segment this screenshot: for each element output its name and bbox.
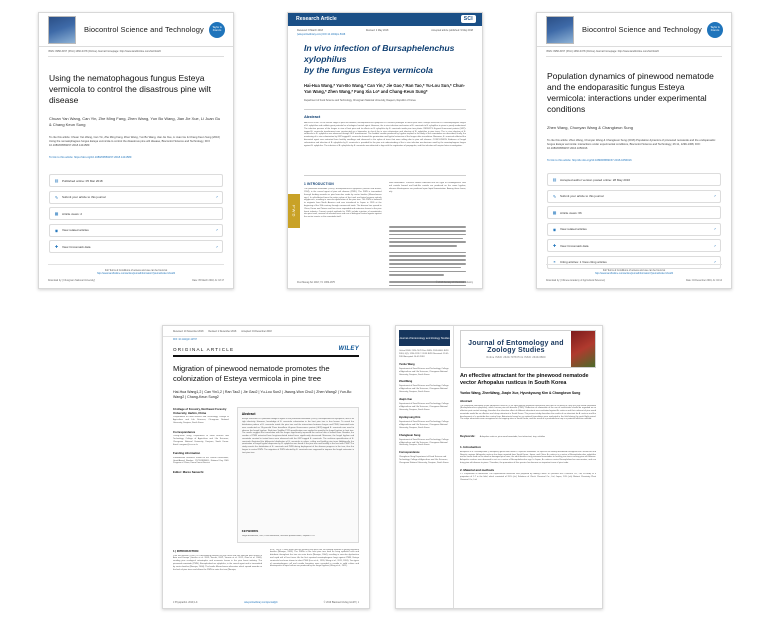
citation-instruction: To cite this article: Chuan Yan Wang, Can Yin, Zhe Ming Fang, Zhen Wang, Yun Bo Wang, Jian Jie Xue, Li Juan Gu & Chang Keun Sung (2016) Using the nematophagous fungus Esteya vermicola to control the disastrous pine wilt disease, Biocontrol Science and Technology, DOI: 10.1080/09583157.2018.1441589 bbox=[49, 136, 220, 147]
abstract-text: Esteya vermicola is a potential biological agent of the pinewood nematode (PWN), Bursaphelenchus xylophilus, due to its high infectivity. However, knowledge of E. vermicola colonization in the host pine tree is less known. To reveal the distribution pattern of E. vermicola inside the pine tree and the interactions between fungus and PWN, laminated tests were conducted on 10-year-old Pinus densiflora. A green fluorescence protein (GFP)-tagged E. vermicola was used to observe the fungal hyphae. Real-time TaqMan PCR quantification was applied to quantify the fungal hyphae in host tree. The results suggest that inoculation with the fungus significantly improved the survival rate of tested trees. Besides, the number of PWN extracted from fungi-inoculated tested trees significantly decreased. Moreover, the fungal hyphae and nematode counted in tested trees were observed with the GFP-tagged E. vermicola. The real-time quantification of E. vermicola illustrated the differential distribution of E. vermicola in xylem, calling and healthy pine trees. Additionally, the penetration of fungal hyphal dispersion by B. xylophilus was found in the pine tree and healthy in the host with PWN. The study reveals the distribution of E. vermicola and PWN during deployment of the disease progress in the tree; thus the fungus to control PWN. The migration of PWN infected by E. vermicola was supposed to improve the fungal extension in host pine tree. bbox=[241, 418, 354, 454]
funding-heading: Funding information bbox=[173, 451, 201, 456]
footer-terms: Full Terms & Conditions of access and use can be found at bbox=[602, 268, 666, 272]
external-link-icon: ↗ bbox=[713, 194, 716, 198]
sidebar-block-correspondence bbox=[399, 451, 450, 465]
document-icon: ▦ bbox=[552, 210, 557, 215]
action-article-views[interactable] bbox=[547, 206, 721, 219]
section-heading-introduction: 1. Introduction bbox=[460, 445, 481, 450]
action-view-related[interactable] bbox=[49, 224, 223, 237]
journal-name: Biocontrol Science and Technology bbox=[582, 25, 702, 34]
journal-masthead bbox=[460, 330, 596, 368]
abstract-block bbox=[304, 109, 466, 176]
masthead-title bbox=[461, 340, 571, 359]
keywords-text: fungal distribution, GFP, Pinus densiflora, real-time quantification, TaqMan PCR bbox=[241, 534, 315, 537]
wiley-logo-icon: WILEY bbox=[338, 346, 359, 352]
correspondence-block bbox=[173, 430, 229, 447]
author-affiliation: Department of Food Science and Technology, College of Agriculture and Life Sciences, Chungnam National University, Daejeon, South Korea bbox=[399, 420, 449, 429]
masthead-title-text: Journal of Entomology and Zoology Studies bbox=[468, 339, 564, 354]
paper-title: Using the nematophagous fungus Esteya vermicola to control the disastrous pine wilt disease bbox=[49, 73, 212, 105]
footer-download-by: Download by: [Chinese Academy of Agricultural Sciences] bbox=[546, 279, 605, 282]
action-label: View Crossmark data bbox=[560, 243, 589, 248]
paper4-title-bar bbox=[163, 341, 369, 352]
action-label: Submit your article to this journal bbox=[62, 195, 106, 199]
footer-copyright: © 2018 Society of Chemical Industry bbox=[435, 282, 473, 284]
external-link-icon: ↗ bbox=[215, 228, 218, 232]
journal-badge-label: Journal of Entomology and Zoology Studies bbox=[399, 336, 450, 340]
action-view-crossmark[interactable] bbox=[547, 239, 721, 252]
paper-authors: Hai-Hua Wang,* Yun-Bo Wang,* Can Yin,* Jie Gao,* Ran Tao,* Yu-Lou Sun,* Chun-Yan Wang,* Zhen Wang,* Fang Xia Lo* and Chang-Keun Sung* bbox=[304, 83, 465, 94]
article-type: ORIGINAL ARTICLE bbox=[173, 346, 235, 352]
section-text-introduction: Arhopalus is a Cerambycidae (Coleoptera) genus with about 15 species worldwide. Its species are widely distributed throughout the Palaearctic and Nearctic regions. Arhopalus rusticus has been reported from South Korea, Japan, and China. A. rusticus is a vector of Bursaphelenchus xylophilus and its larvae feed on the dead or damaged pine trees; the adult beetles carry pinewood nematodes to healthy pine trees causing pine wilt disease. Arhopalus rusticus was observed to act as a vector of Bursaphelenchus spp. In Japan, A. rusticus carries Bursaphelenchus mucronatus, and can bring pine wilt disease to pines. Therefore, the quarantine of this species has become an important issue of pine trade. bbox=[460, 450, 596, 464]
sci-logo-icon: SCI bbox=[461, 15, 476, 23]
paper1-footer bbox=[39, 264, 233, 288]
journal-info-text: Online ISSN: 2320-7078 Print ISSN: 2349-6800 JEZS 2018; 6(2): 1234-1239 © 2018 JEZS Received: 12-01-2018 Accepted: 14-02-2018 bbox=[399, 350, 449, 358]
footer-copyright: © 2019 Blackwell Verlag GmbH | 1 bbox=[323, 602, 359, 604]
editor-block bbox=[173, 470, 229, 474]
section-heading: 1 INTRODUCTION bbox=[304, 182, 334, 187]
citation-instruction: To cite this article: Zhen Wang, Chunyan Wang & Changkeun Sung (2016) Population dynamics of pinewood nematode and the endoparasitic fungus Esteya vermicola: interactions under experimental conditions, Biocontrol Science and Technology, 26:11, 1299-1308, DOI: 10.1080/09583157.2016.1056016 bbox=[547, 139, 716, 150]
pencil-icon: ✎ bbox=[552, 193, 557, 199]
revised-date: Revised: 2 May 2018 bbox=[365, 29, 389, 32]
side-tab-label: PWD bbox=[288, 194, 300, 228]
paper3-header bbox=[537, 13, 731, 47]
action-label: View related articles bbox=[560, 227, 587, 231]
pencil-icon: ✎ bbox=[54, 194, 59, 200]
correspondence-heading: Correspondence bbox=[399, 451, 420, 455]
keywords-text: Arhopalus rusticus, pine wood nematode, host attractant, trap, volatiles bbox=[479, 436, 546, 439]
paper-title-line1: In vivo infection of Bursaphelenchus xylophilus bbox=[304, 43, 455, 64]
author-affiliation: Department of Food Science and Technology, College of Agriculture and Life Sciences, Chungnam National University, Daejeon, South Korea bbox=[399, 438, 449, 447]
action-accepted-posted-online[interactable] bbox=[547, 173, 721, 186]
eye-icon: ◉ bbox=[54, 227, 59, 233]
abstract-text: BACKGROUND: In the sexual stage of pine wilt disease, Bursaphelenchus xylophilus is a serious pathogen of forest pine trees. Esteya vermicola is a nematophagous fungus of B. xylophilus and exhibits great potential as a biological control agent. However, the in vivo infection mechanism of E. vermicola to B. xylophilus in pinus is poorly understood. The infection process of the fungus in vivo of host pine and its effects on B. xylophilus by E. vermicola inside pine tree plants. RESULTS: A great fluorescent protein (GFP)-tagged E. vermicola transformant was constructed as a biomarker to check the in vivo colonization and infection of B. xylophilus in pine trees. The in vivo infection of E. vermicola to B. xylophilus was observed through GFP transformant. The fastidial conidia produced by hyphae implied in the body of the nematodes are described; finally, the monitoring of in vivo colonization by GFP-tagged E. vermicola showed the germination and hyphal extension of the fungus after inoculation. Moreover, E. vermicola affected the biocontrol agent was extracted from healthy seedlings and observed in the xylem of trees that were wilting due to pine wilt disease. CONCLUSION: Evidence of fungal colonization and infection of B. xylophilus by E. vermicola is provided for the pine nut understanding of the in vivo infection mechanisms used by the nematophagous fungus against B. xylophilus. The infection of B. xylophilus by E. vermicola was detected in logs with the registration of propagules, and this infection will require future investigation. bbox=[304, 122, 466, 147]
calendar-icon: ▤ bbox=[54, 178, 59, 183]
external-link-icon: ↗ bbox=[713, 227, 716, 231]
issn-line: ISSN: 0958-3157 (Print) 1360-0478 (Online) Journal homepage: http://www.tandfonline.com/loi/cbst20 bbox=[546, 50, 659, 53]
paper2-footer bbox=[288, 282, 482, 288]
document-icon: ▦ bbox=[54, 211, 59, 216]
received-date: Received: 8 March 2018 bbox=[297, 29, 323, 32]
paper-title: Population dynamics of pinewood nematode and the endoparasitic fungus Esteya vermicola: interactions under experimental conditions bbox=[547, 71, 714, 114]
intro-column-right bbox=[270, 549, 359, 609]
author-name: ZhenWang bbox=[399, 380, 413, 384]
correspondence-text: Changkeun Sung Department of Food Science and Technology, College of Agriculture and Life Sciences, Chungnam National University, Daejeon, South Korea bbox=[399, 456, 449, 465]
external-link-icon: ↗ bbox=[713, 243, 716, 248]
section-heading-methods: 2. Material and methods bbox=[460, 467, 495, 472]
action-label: View Crossmark data bbox=[62, 244, 91, 249]
action-view-related[interactable] bbox=[547, 223, 721, 236]
paper-authors: Zhen Wang, Chunyan Wang & Changkeun Sung bbox=[547, 125, 633, 130]
paper-authors: Hai-Hua Wang1,2 | Can Yin1,2 | Ran Tao2 | Jie Gao2 | Yu-Lou Sun2 | Jiwung-Won Cho2 | Zhen Wang2 | Yun-Bo Wang2 | Chang-Keun Sung2 bbox=[173, 390, 352, 400]
section-heading: 1 | INTRODUCTION bbox=[173, 548, 199, 553]
external-link-icon: ↗ bbox=[215, 244, 218, 249]
author-name: Jiaqin Xue bbox=[399, 398, 412, 402]
action-label: Accepted author version posted online: 28 May 2016 bbox=[560, 177, 631, 182]
paper-title: An effective attractant for the pinewood nematode vector Arhopalus rusticus in South Korea bbox=[460, 373, 589, 386]
paper-thumbnail-5[interactable] bbox=[395, 325, 603, 609]
sidebar-block-author-1 bbox=[399, 363, 450, 377]
author-name: Hyunkyoung Kim bbox=[399, 415, 421, 419]
paper3-action-list bbox=[537, 163, 731, 269]
action-label: Citing articles: 1 View citing articles bbox=[560, 260, 607, 264]
funding-text: Fundamental Research Funds for the Central Universities, Grant/Award Number: 2572018BW05; National Key R&D Program of China; Korea Forest Service bbox=[173, 456, 229, 465]
abstract-heading: Abstract bbox=[241, 411, 256, 416]
paper-title-line2: by the fungus Esteya vermicola bbox=[304, 65, 433, 75]
abstract-text: The pinewood nematode vector, Arhopalus rusticus, is an agriculturally important quarantine pest due to its ability to carry the pine wood nematode (Bursaphelenchus xylophilus), which causes pine wilt disease (PWD). Reduction or elimination of the use of insecticides should be regarded as an effective pest-control strategy, therefore the attraction effect of different attractants was evaluated against A. rusticus and their relevant of pine wood nematode would be an effective and cheap attractant in South Korea. The present study describes the results of an attractant for A. rusticus and the development of a pesticide-free control trap. Attractants based on an optimal formulation were evaluated in the field during the peak flight period. The major attractants were recognized at six trapping sites in South Korea, and the result of a pesticide-free trap is a potential effective method. bbox=[460, 404, 596, 421]
action-view-crossmark[interactable] bbox=[49, 240, 223, 253]
affiliation-heading: 1College of Forestry, Northeast Forestry University, Harbin, China bbox=[173, 406, 227, 415]
sidebar-block-author-4 bbox=[399, 416, 450, 430]
author-affiliation: Department of Food Science and Technology, College of Agriculture and Life Sciences, Chungnam National University, Daejeon, South Korea bbox=[399, 367, 449, 376]
correspondence-heading: Correspondence bbox=[173, 429, 196, 434]
action-label: Article views: 2 bbox=[62, 211, 83, 216]
issn-line: ISSN: 0958-3157 (Print) 1360-0478 (Online) Journal homepage: http://www.tandfonline.com/loi/cbst20 bbox=[48, 50, 161, 53]
received-date: Received: 10 November 2018 bbox=[173, 331, 204, 333]
doi-link[interactable]: To link to this article: https://doi.org/10.1080/09583157.2018.1441589 bbox=[49, 156, 132, 159]
correspondence-text: Chang-Keun Sung, Department of Food Science and Technology, College of Agriculture and Life Sciences, Chungnam National University, Daejeon, South Korea. Email: sungnmr@cnu.ac.kr bbox=[173, 435, 229, 446]
footer-url[interactable]: http://www.tandfonline.com/action/journalInformation?journalCode=cbst20 bbox=[96, 272, 176, 276]
author-affiliation: Department of Food Science and Technology, College of Agriculture and Life Sciences, Chungnam National University, Daejeon, South Korea bbox=[399, 403, 449, 411]
footer-citation: Pest Manag Sci 2018; 74: 1869-1875 bbox=[297, 282, 335, 284]
journal-cover-thumbnail bbox=[48, 16, 76, 44]
keywords-heading: Keywords: bbox=[460, 434, 476, 439]
section-text-left: The pinewood nematode (PWN), Bursaphelenchus xylophilus (Steiner and Buhrer, 1934), is the causal agent of pine wilt disease (PWD). The PWN is transmitted through feeding wounds on pine branches made by vector beetles (Monochamus spp.). In wilt-affected trees the entire xylem of the trunk and twigs become entirely oxygen-rich, resulting in vascular dysfunction of the pine tree. The PWN is believed to originate from North America and was introduced to Japan in 1905 at the beginning of the 20th century through commercial trade. The disease has spread to China, Korea and Taiwan and has since expanded and extensive losses to the pine forest industry. Current control methods for PWD include injection of nematicides into pine trees, removal of infected trees and use of biological control agents against the vector insects or the nematode itself. bbox=[304, 188, 382, 219]
action-label: Published online: 05 Mar 2018 bbox=[62, 178, 103, 183]
accepted-date: Accepted article published: 9 May 2018 bbox=[431, 29, 473, 32]
paper3-footer bbox=[537, 264, 731, 288]
external-link-icon: ↗ bbox=[713, 260, 716, 264]
author-affiliation: Department of Food Science and Technology, College of Agriculture and Life Sciences, Chungnam National University, Daejeon, South Korea bbox=[399, 385, 449, 394]
paper2-dates bbox=[288, 26, 482, 32]
paper-thumbnail-1[interactable] bbox=[38, 12, 234, 289]
paper5-sidebar bbox=[396, 326, 454, 608]
action-label: Article views: 66 bbox=[560, 210, 582, 215]
body-column-left bbox=[304, 182, 382, 289]
masthead-image bbox=[571, 331, 595, 367]
paper1-action-list bbox=[39, 160, 233, 253]
paper5-page bbox=[396, 326, 602, 608]
keywords-row bbox=[460, 424, 596, 442]
doi-line[interactable]: (wileyonlinelibrary.com) DOI 10.1002/ps.5048 bbox=[297, 33, 346, 36]
section-text-right: et al., 2013). PWNs enter into the healthy host pine tree via feeding wounds of young immature beetles (Mamiya, 1983). The PWNs in the host pine tree feed on living epithelial cells and distribute throughout the tree via resin ducts (Mamiya, 2004), resulting in vascular dysfunction and rapid wilt of host trees. As the first reported nematophagous fungi against PWN, Esteya vermicola has been shown to infect PWN (Liou et al., 1999; Wang et al., 2011, 2018). Two types of nematophagous cell and conidia formation were recorded in conidia in solid culture and blastospores in liquid culture are produced by the fungal hyphae (Wang et al., 2011). bbox=[270, 548, 359, 568]
paper4-dates bbox=[163, 326, 369, 337]
doi-line[interactable]: DOI: 10.1111/jph.12797 bbox=[173, 339, 197, 341]
author-name: Yunbo Wang bbox=[399, 362, 415, 366]
sidebar-block-author-2 bbox=[399, 380, 450, 394]
journal-cover-thumbnail bbox=[546, 16, 574, 44]
revised-date: Revised: 2 December 2018 bbox=[208, 331, 237, 333]
abstract-heading: Abstract bbox=[304, 114, 321, 120]
intro-column-left bbox=[173, 549, 262, 609]
editor-name: Editor: Marco Saracchi bbox=[173, 470, 204, 475]
masthead-subtitle: Online ISSN: 2320-7078 Print ISSN: 2349-6800 bbox=[486, 355, 546, 359]
accepted-date: Accepted: 19 December 2018 bbox=[241, 331, 272, 333]
paper-title: Migration of pinewood nematode promotes the colonization of Esteya vermicola in pine tree bbox=[173, 364, 330, 383]
sidebar-block-author-5 bbox=[399, 434, 450, 448]
action-label: Submit your article to this journal bbox=[560, 194, 604, 198]
paper-affiliation: Department of Food Science and Technology, Chungnam National University, Daejeon, Republic of Korea bbox=[304, 99, 416, 102]
placeholder-paragraphs bbox=[389, 226, 467, 289]
paper-authors: Chuan Yan Wang, Can Yin, Zhe Ming Fang, Zhen Wang, Yun Bo Wang, Jian Jie Xue, Li Juan Gu & Chang Keun Sung bbox=[49, 116, 221, 127]
body-column-right bbox=[389, 182, 467, 289]
paper4-main-body bbox=[173, 407, 359, 543]
sidebar-block-author-3 bbox=[399, 398, 450, 412]
action-label: View related articles bbox=[62, 228, 89, 232]
footer-url[interactable]: http://www.tandfonline.com/action/journalInformation?journalCode=cbst20 bbox=[594, 272, 674, 276]
keywords-heading: KEYWORDS bbox=[241, 529, 259, 534]
paper4-two-column-body bbox=[173, 549, 359, 609]
quote-icon: ❝ bbox=[553, 259, 556, 265]
section-text-right: killed nematodes. Previous studies indicated that the hypo of conidiogenous cells and conidia formed and bud-like conidia are produced on the same hyphae, whereas blastospores are produced upon liquid fermentation. Among these forms, only bbox=[388, 182, 466, 193]
crossmark-icon: ✚ bbox=[54, 244, 59, 249]
footer-date: Date: 04 December 2016, At: 04:14 bbox=[685, 279, 722, 282]
footer-citation: J Phytopathol. 2019;1-9. bbox=[173, 602, 198, 604]
footer-download-by: Download by: [Chungnam National University] bbox=[48, 279, 95, 282]
paper-thumbnail-3[interactable] bbox=[536, 12, 732, 289]
footer-terms: Full Terms & Conditions of access and use can be found at bbox=[104, 268, 168, 272]
section-text-methods: 2.1 Preparation of attractants The experimental attractant was prepared by adding Ponon 10 (Ineolina Eco Chemical Co., Ltd, KOREA) at a proportion of 1:7 in the field, which consisted of 20% (v/v) Solutions of Clinch Chemical Co., Ltd, Japan, 10% (v/v) Mistant Chemistry Plant Chemical Co., Ltd. bbox=[460, 473, 596, 481]
calendar-icon: ▤ bbox=[552, 177, 557, 182]
paper-title bbox=[288, 36, 482, 76]
taylor-francis-logo-icon: Taylor & Francis bbox=[209, 22, 225, 38]
affiliation-column bbox=[173, 407, 229, 543]
paper-thumbnail-4[interactable] bbox=[162, 325, 370, 609]
paper-thumbnail-2[interactable] bbox=[287, 12, 483, 289]
abstract-heading: Abstract bbox=[460, 399, 473, 403]
external-link-icon: ↗ bbox=[215, 195, 218, 199]
paper4-footer bbox=[163, 602, 369, 608]
action-published-online[interactable] bbox=[49, 174, 223, 187]
journal-badge bbox=[399, 330, 450, 346]
paper5-main bbox=[454, 326, 602, 608]
affiliation-block bbox=[173, 407, 229, 425]
crossmark-icon: ✚ bbox=[552, 243, 557, 248]
section-text-left: Pine wilt disease (PWD) is a devastating disease for pine trees and has affected pine forests in Asia and Europe (Lieutier et al. 2003; Suzuki, 2002; Vicente et al. 2012; Zhao et al. 2008), sending pine ecological catastrophic and economic losses in the pine forest industry. The pinewood nematode (PWN), Bursaphelenchus xylophilus, is the causal agent and is transmitted by vector beetles (Mamiya, 2004). The beetle Monochamus alternatus which spread wounds on the bark of pine trees and allows the PWN to enter the tree (Mamiya, bbox=[173, 554, 262, 571]
taylor-francis-logo-icon: Taylor & Francis bbox=[707, 22, 723, 38]
footer-url[interactable]: wileyonlinelibrary.com/journal/jph bbox=[244, 602, 278, 604]
action-article-views[interactable] bbox=[49, 207, 223, 220]
eye-icon: ◉ bbox=[552, 226, 557, 232]
article-type: Research Article bbox=[296, 16, 337, 22]
action-submit-article[interactable] bbox=[547, 190, 721, 203]
paper-authors: Yunbo Wang, ZhenWang, Jiaqin Xue, Hyunkyoung Kim & Changkeun Sung bbox=[460, 391, 581, 395]
affiliation-text: 2Department of Food Science and Technology, College of Agriculture and Life Sciences, Chungnam National University, Daejeon, South Korea bbox=[173, 416, 229, 424]
funding-block bbox=[173, 451, 229, 465]
paper2-body-columns bbox=[304, 182, 466, 289]
action-submit-article[interactable] bbox=[49, 191, 223, 204]
abstract-column bbox=[237, 407, 359, 543]
journal-name: Biocontrol Science and Technology bbox=[84, 25, 204, 34]
footer-date: Date: 05 March 2018, At: 18:17 bbox=[192, 279, 224, 282]
doi-link[interactable]: To link to this article: http://dx.doi.org/10.1080/09583157.2016.1056016 bbox=[547, 159, 632, 162]
paper2-header bbox=[288, 13, 482, 26]
paper1-header bbox=[39, 13, 233, 47]
author-name: Changkeun Sung bbox=[399, 433, 421, 437]
abstract-box bbox=[237, 407, 359, 543]
sidebar-block-journal-info bbox=[399, 350, 450, 359]
